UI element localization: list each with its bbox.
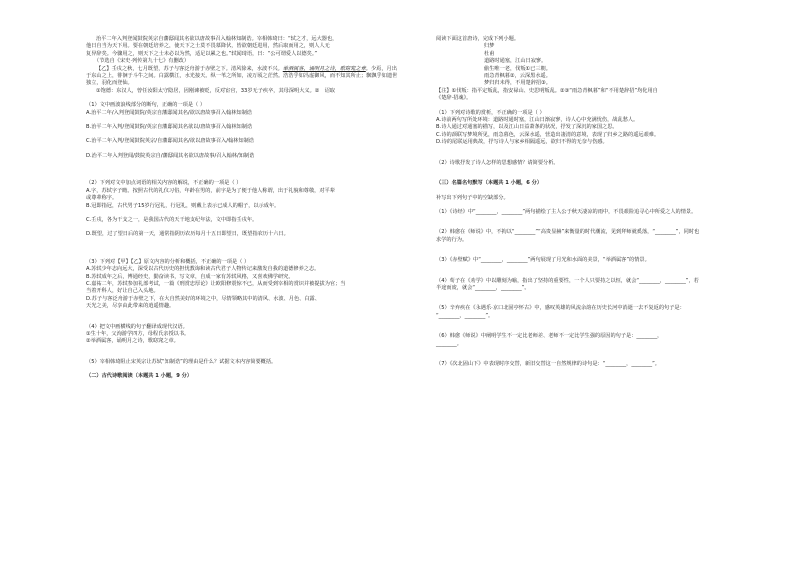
poem-line: 梦归归未得，不用楚辞招③。 — [484, 80, 551, 87]
poem-notes: 【注】①伐叛：指平定叛乱，指安禄山、史思明叛乱。②③“雨急青枫暮”和“不用楚辞招”均化用自 — [436, 87, 658, 94]
passage-yi — [86, 66, 398, 88]
translate-item: ②举酒属客，诵明月之诗，歌窈窕之章。 — [86, 338, 179, 345]
option: 天光之美，尽享由此带来的逍遥情趣。 — [86, 303, 175, 310]
option: C.壬戌，各为干支之一，是我国古代的天干地支纪年法，文中即指壬戌年。 — [86, 216, 258, 223]
option: A.苏轼少年志向远大，深受以古代历史的担忧教诲和读古代君子人物传记来激发自我的道德修养之志。 — [86, 266, 320, 273]
poem-title: 归梦 — [484, 43, 495, 50]
question-3: （3）下列对【甲】【乙】原文内容的分析和概括，不正确的一项是（ ） — [86, 258, 250, 265]
poem-line: 雨急青枫暮②，云深黑水遥。 — [484, 73, 551, 80]
fill-item: （5）辛弃疾在《永遇乐·京口北固亭怀古》中，感叹英雄的风流余韵在历史长河中消逝一去不复返的句子是： — [436, 305, 685, 312]
option: A.治平二年/入判登闻鼓院/英宗自藩邸闻其名/欲以唐故事召入翰林知制诰 — [86, 109, 252, 116]
fill-item: 半途而废，就会“________，________”。 — [436, 284, 530, 291]
option: B.治平二年入判/登闻鼓院/英宗自藩邸闻其名欲以/唐故事召入翰林知制诰 — [86, 124, 253, 131]
fill-item: ________。 — [436, 340, 462, 347]
passage-line: 他日自当为天下用。要在朝廷培养之，使天下之士莫不畏慕降伏，皆欲朝廷进用，然后取而用之，则人人无 — [86, 43, 330, 50]
passage-line: 复异辞矣。今骤用之，则天下之士未必以为然，适足以累之也。”轼闻琦语，曰：“公可谓爱人以德矣。” — [86, 50, 318, 57]
question-4: （4）把文中画横线的句子翻译成现代汉语。 — [86, 323, 188, 330]
fill-intro: 补写出下列句子中的空缺部分。 — [436, 194, 509, 201]
section-heading-3: （三）名篇名句默写（本题共 1 小题，6 分） — [436, 180, 543, 187]
fill-item: （3）《赤壁赋》中“________，________”两句展现了月光和水面的美景，“举酒属客”的情景。 — [436, 257, 650, 264]
option: A.诗前两句写所处环境：道路时通时塞，江山日渐寂寥，诗人心中充满忧伤，战乱愁人。 — [436, 117, 639, 124]
option: C.治平二年入判/登闻鼓院英宗/自藩邸闻其名/欲以唐故事召入/翰林知制诰 — [86, 138, 254, 145]
option: B.诗人通过对通塞的描写，以及江山日益萧条的状况，抒发了深沉的家国之思。 — [436, 124, 618, 131]
fill-item: （1）《诗经》中“________，________”两句描绘了主人公于秋天凄凉的雨中，不畏艰险追寻心中所爱之人的情景。 — [436, 208, 697, 215]
yi-text: 【乙】壬戌之秋，七月既望，苏子与客泛舟游于赤壁之下。清风徐来，水波不兴。 — [96, 65, 283, 72]
section-heading: （二）古代诗歌阅读（本题共 1 小题，9 分） — [86, 373, 193, 380]
passage-source: （节选自《宋史·列传第九十七》有删改） — [94, 58, 190, 65]
yi-end: 之茫然。浩浩乎如冯虚御风，而不知其所止；飘飘乎如遗世独立，羽化而登仙。 — [86, 73, 398, 87]
option: A.字，苏轼字子瞻。按照古代的礼仪习俗，年龄在男的，前字是为了便于他人称谓，出于礼貌和尊敬，对平辈 — [86, 187, 335, 194]
option: D.治平二年入判登闻/鼓院英宗自/藩邸闻其名欲以唐故事/召入翰林/知制诰 — [86, 152, 255, 159]
question-5: （5）宰相韩琦阻止宋英宗让苏轼“知制诰”的理由是什么？试据文本内容简要概括。 — [86, 358, 277, 365]
option: D.诗的尾联运用典故，抒写诗人与家乡相隔遥远，欲归不得的无奈与伤感。 — [436, 139, 608, 146]
question-2: （2）下列对文中加点词语的相关内容的解说，不正确的一项是（ ） — [86, 180, 242, 187]
poem-question-1: （1）下列对诗歌的赏析，不正确的一项是（ ） — [436, 109, 545, 116]
poem-notes: 《楚辞·招魂》。 — [436, 95, 472, 102]
translate-item: ①生十年，父洵游学四方，母程氏亲授以书。 — [86, 330, 190, 337]
fill-item: 求学的行为。 — [436, 236, 468, 243]
passage-line: 治平二年入判登闻鼓院英宗自藩邸闻其名欲以唐故事召入翰林知制诰。宰相韩琦曰：“轼之才，远大器也， — [96, 36, 338, 42]
poem-author: 杜甫 — [484, 50, 495, 57]
poem-intro: 阅读下面这首唐诗，完成下列小题。 — [436, 36, 520, 42]
fill-item: “________，________”。 — [436, 312, 494, 319]
option: B.冠即指冠，古代男子15岁行冠礼，行冠礼，则戴上表示已成人的帽子，以示成年。 — [86, 202, 280, 209]
poem-line: 道路时通塞，江山日寂寥。 — [484, 58, 547, 65]
yi-rest: 。少焉，月出于东山之上，徘徊于斗牛之间。白露横江，水光接天。纵一苇之所如，凌万顷 — [86, 65, 397, 80]
option: D.苏子与客泛舟游于赤壁之下，在大自然美好的环境之中，尽情领略其中的清风、水波、月色、白露、 — [86, 295, 320, 302]
poem-question-2: （2）诗歌抒发了诗人怎样的思想感情？请简要分析。 — [436, 159, 559, 166]
left-column — [86, 36, 398, 381]
option: 当着开科人，好让自己入头地。 — [86, 288, 159, 295]
option: D.既望，过了望日后的第一天，通常指阴历农历每月十五日即望日，既望指农历十六日。 — [86, 231, 289, 238]
question-1: （1）文中画波浪线部分的断句，正确的一项是（ ） — [86, 102, 206, 109]
right-column — [436, 36, 776, 368]
fill-item: （2）韩愈在《师说》中，不拘以“________”“高贵显赫”来衡量的时代潮流，见到拜师就奚落，“________”，同时也 — [436, 229, 700, 236]
option: 或尊辈称字。 — [86, 195, 118, 202]
fill-item: （7）《次北固山下》中表现时序交替，新旧交替这一自然规律的诗句是：“________，________”。 — [436, 360, 660, 367]
option: C.诗的颈联写梦境所见，雨急暮色，云深水遥，营造出凄清的意境，表现了归乡之路的遥远艰难。 — [436, 131, 660, 138]
fill-item: （4）荀子在《劝学》中以雕刻为喻，指出了坚持的重要性，一个人只要持之以恒，就会“________，________”，若 — [436, 277, 699, 284]
option: B.苏轼成年之后，博通经史，勤奋读书，写文章，自成一家有苏轼风格，又喜欢佛学研究。 — [86, 273, 294, 280]
option: C.嘉祐二年，苏轼参加礼部考试，一篇《刑赏忠厚论》让欧阳修震惊不已，从而受到宰相的赏识并被提拔为官；当 — [86, 280, 346, 287]
poem-line: 偷生唯一老，伐叛①已三朝。 — [484, 65, 551, 72]
annotation: ①饱德：东汉人，曾任汝阳太守隐居，因刚谏被贬，反对宦官，33岁无子疾卒，其母深明大义。② 诏取 — [96, 87, 335, 94]
yi-underlined: 举酒属客，诵明月之诗，歌窈窕之章 — [282, 65, 366, 72]
fill-item: （6）韩愈《师说》中阐明学生不一定比老师差、老师不一定比学生强的原因的句子是：________， — [436, 333, 663, 340]
